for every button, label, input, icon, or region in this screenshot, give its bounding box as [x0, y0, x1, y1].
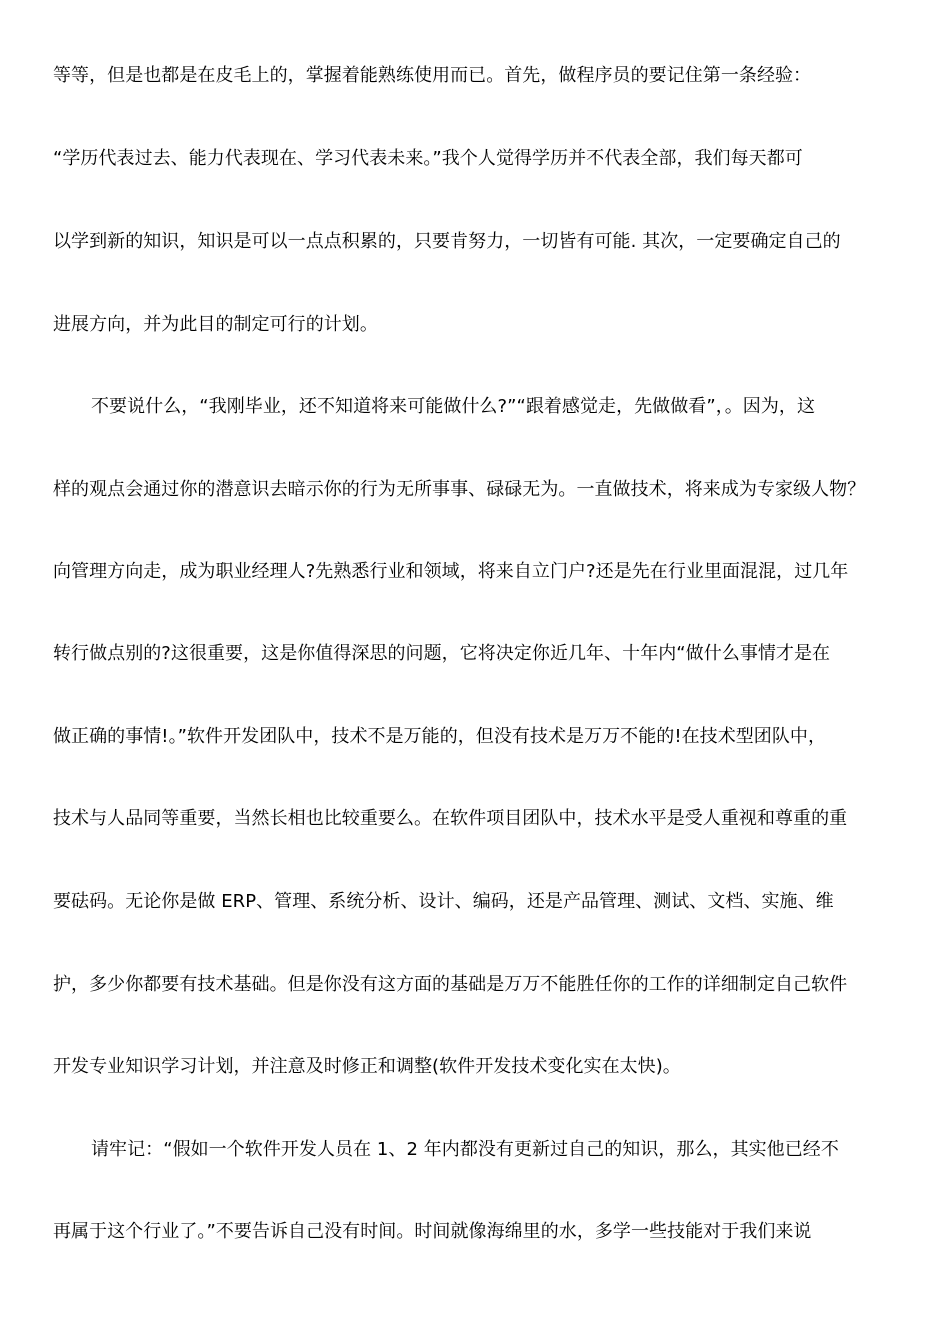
- text-line: 向管理方向走，成为职业经理人?先熟悉行业和领域，将来自立门户?还是先在行业里面混混，过几年: [53, 561, 849, 582]
- text-line: 再属于这个行业了。”不要告诉自己没有时间。时间就像海绵里的水，多学一些技能对于我们来说: [53, 1221, 812, 1242]
- text-line: 以学到新的知识，知识是可以一点点积累的，只要肯努力，一切皆有可能. 其次，一定要确定自己的: [53, 231, 841, 252]
- text-line: “学历代表过去、能力代表现在、学习代表未来。”我个人觉得学历并不代表全部，我们每天都可: [53, 148, 803, 169]
- text-line: 样的观点会通过你的潜意识去暗示你的行为无所事事、碌碌无为。一直做技术，将来成为专家级人物？: [53, 479, 866, 500]
- text-line: 开发专业知识学习计划，并注意及时修正和调整(软件开发技术变化实在太快)。: [53, 1056, 681, 1077]
- text-line: 等等，但是也都是在皮毛上的，掌握着能熟练使用而已。首先，做程序员的要记住第一条经验：: [53, 65, 812, 86]
- text-line: 进展方向，并为此目的制定可行的计划。: [53, 314, 378, 335]
- text-line: 做正确的事情!。”软件开发团队中，技术不是万能的，但没有技术是万万不能的!在技术型团队中，: [53, 726, 827, 747]
- text-line: 转行做点别的?这很重要，这是你值得深思的问题，它将决定你近几年、十年内“做什么事情才是在: [53, 643, 831, 664]
- text-line: 技术与人品同等重要，当然长相也比较重要么。在软件项目团队中，技术水平是受人重视和尊重的重: [53, 808, 848, 829]
- text-line: 护，多少你都要有技术基础。但是你没有这方面的基础是万万不能胜任你的工作的详细制定自己软件: [53, 974, 848, 995]
- text-line: 请牢记：“假如一个软件开发人员在 1、2 年内都没有更新过自己的知识，那么，其实他已经不: [91, 1139, 839, 1160]
- text-line: 不要说什么，“我刚毕业，还不知道将来可能做什么?”“跟着感觉走，先做做看”，。因为，这: [91, 396, 815, 417]
- text-line: 要砝码。无论你是做 ERP、管理、系统分析、设计、编码，还是产品管理、测试、文档、实施、维: [53, 891, 834, 912]
